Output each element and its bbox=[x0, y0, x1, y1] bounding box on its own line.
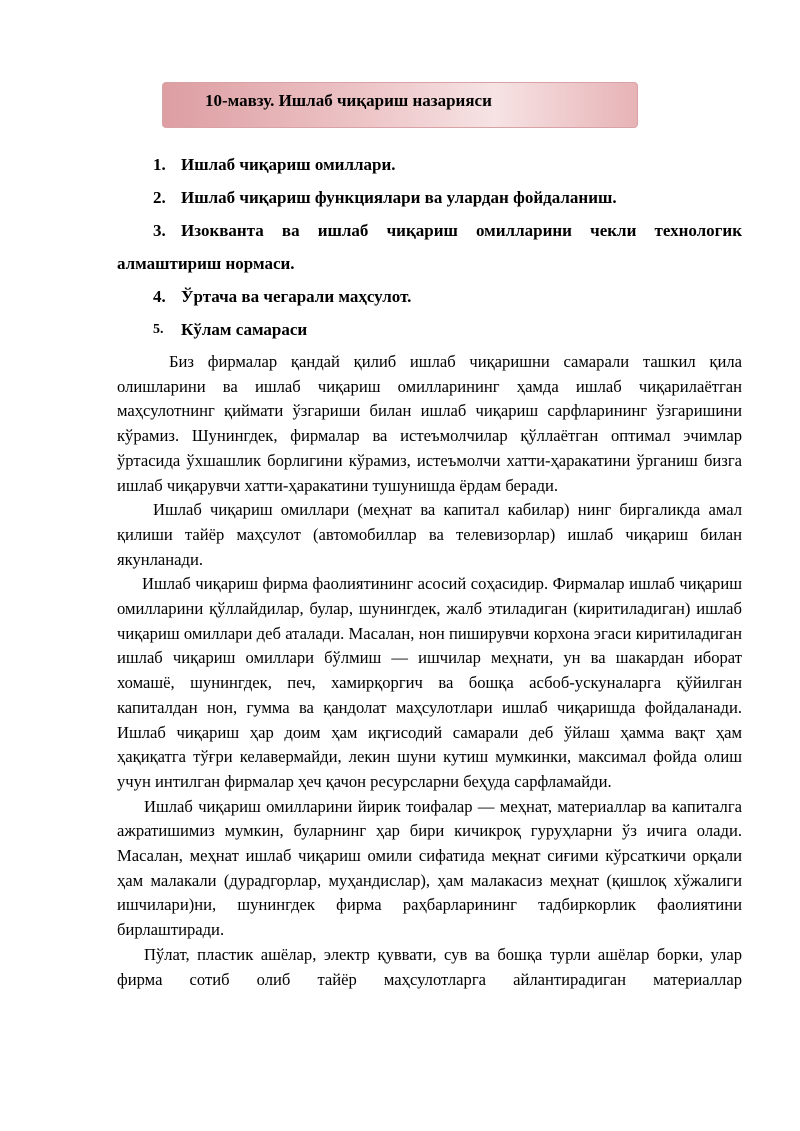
plan-item bbox=[117, 214, 742, 280]
plan-item bbox=[117, 181, 742, 214]
topic-title-banner bbox=[162, 82, 638, 128]
plan-item-text-continued: алмаштириш нормаси. bbox=[117, 254, 295, 273]
plan-item bbox=[117, 280, 742, 313]
topic-title: 10-мавзу. Ишлаб чиқариш назарияси bbox=[205, 91, 492, 110]
body-text bbox=[117, 350, 742, 992]
plan-item-text: Кўлам самараси bbox=[181, 320, 308, 339]
body-paragraph: Ишлаб чиқариш фирма фаолиятининг асосий соҳасидир. Фирмалар ишлаб чиқариш омилларини қўллайдилар, булар, шунингдек, жалб этиладиган (киритиладиган) ишлаб чиқариш омиллари деб аталади. Масалан, нон пиширувчи корхона эгаси киритиладиган ишлаб чиқариш омиллари бўлмиш — ишчилар меҳнати, ун ва шакардан иборат хомашё, шунингдек, печ, хамирқоргич ва бошқа асбоб-ускуналарга қўйилган капиталдан нон, гумма ва қандолат маҳсулотлари ишлаб чиқаришда фойдаланади. Ишлаб чиқариш ҳар доим ҳам иқгисодий самарали деб ўйлаш ҳамма вақт ҳам ҳақиқатга тўғри келавермайди, лекин шуни кутиш мумкинки, максимал фойда олиш учун интилган фирмалар ҳеч қачон ресурсларни беҳуда сарфламайди. bbox=[117, 574, 742, 791]
plan-item-text: Ишлаб чиқариш омиллари. bbox=[181, 155, 396, 174]
plan-item-number: 2. bbox=[153, 188, 166, 207]
plan-item bbox=[117, 313, 742, 346]
plan-item-number: 1. bbox=[153, 155, 166, 174]
plan-item-text: Ўртача ва чегарали маҳсулот. bbox=[181, 287, 412, 306]
plan-item-text: Изокванта ва ишлаб чиқариш омилларини чекли технологик bbox=[181, 221, 742, 240]
body-paragraph: Ишлаб чиқариш омилларини йирик тоифалар — меҳнат, материаллар ва капиталга ажратишимиз мумкин, буларнинг ҳар бири кичикроқ гуруҳларни ўз ичига олади. Масалан, меҳнат ишлаб чиқариш омили сифатида меқнат сиғими кўрсаткичи орқали ҳам малакали (дурадгорлар, муҳандислар), ҳам малакасиз меҳнат (қишлоқ хўжалиги ишчилари)ни, шунингдек фирма раҳбарларининг тадбиркорлик фаолиятини бирлаштиради. bbox=[117, 796, 742, 940]
plan-item-number: 3. bbox=[153, 221, 166, 240]
topic-plan-list bbox=[117, 148, 742, 346]
plan-item-number: 4. bbox=[153, 287, 166, 306]
plan-item-text: Ишлаб чиқариш функциялари ва улардан фойдаланиш. bbox=[181, 188, 617, 207]
plan-item-number: 5. bbox=[153, 322, 164, 337]
body-paragraph: Пўлат, пластик ашёлар, электр қуввати, сув ва бошқа турли ашёлар борки, улар фирма сотиб олиб тайёр маҳсулотларга айлантирадиган материаллар bbox=[117, 944, 742, 989]
body-paragraph: Биз фирмалар қандай қилиб ишлаб чиқаришни самарали ташкил қила олишларини ва ишлаб чиқариш омилларининг ҳамда ишлаб чиқарилаётган маҳсулотнинг қиймати ўзгариши билан ишлаб чиқариш сарфларининг ўзгаришини кўрамиз. Шунингдек, фирмалар ва истеъмолчилар қўллаётган оптимал эчимлар ўртасида ўхшашлик борлигини кўрамиз, истеъмолчи хатти-ҳаракатини ўрганиш бизга ишлаб чиқарувчи хатти-ҳаракатини тушунишда ёрдам беради. bbox=[117, 352, 742, 495]
body-paragraph: Ишлаб чиқариш омиллари (меҳнат ва капитал кабилар) нинг биргаликда амал қилиши тайёр маҳсулот (автомобиллар ва телевизорлар) ишлаб чиқариш билан якунланади. bbox=[117, 500, 742, 569]
plan-item bbox=[117, 148, 742, 181]
